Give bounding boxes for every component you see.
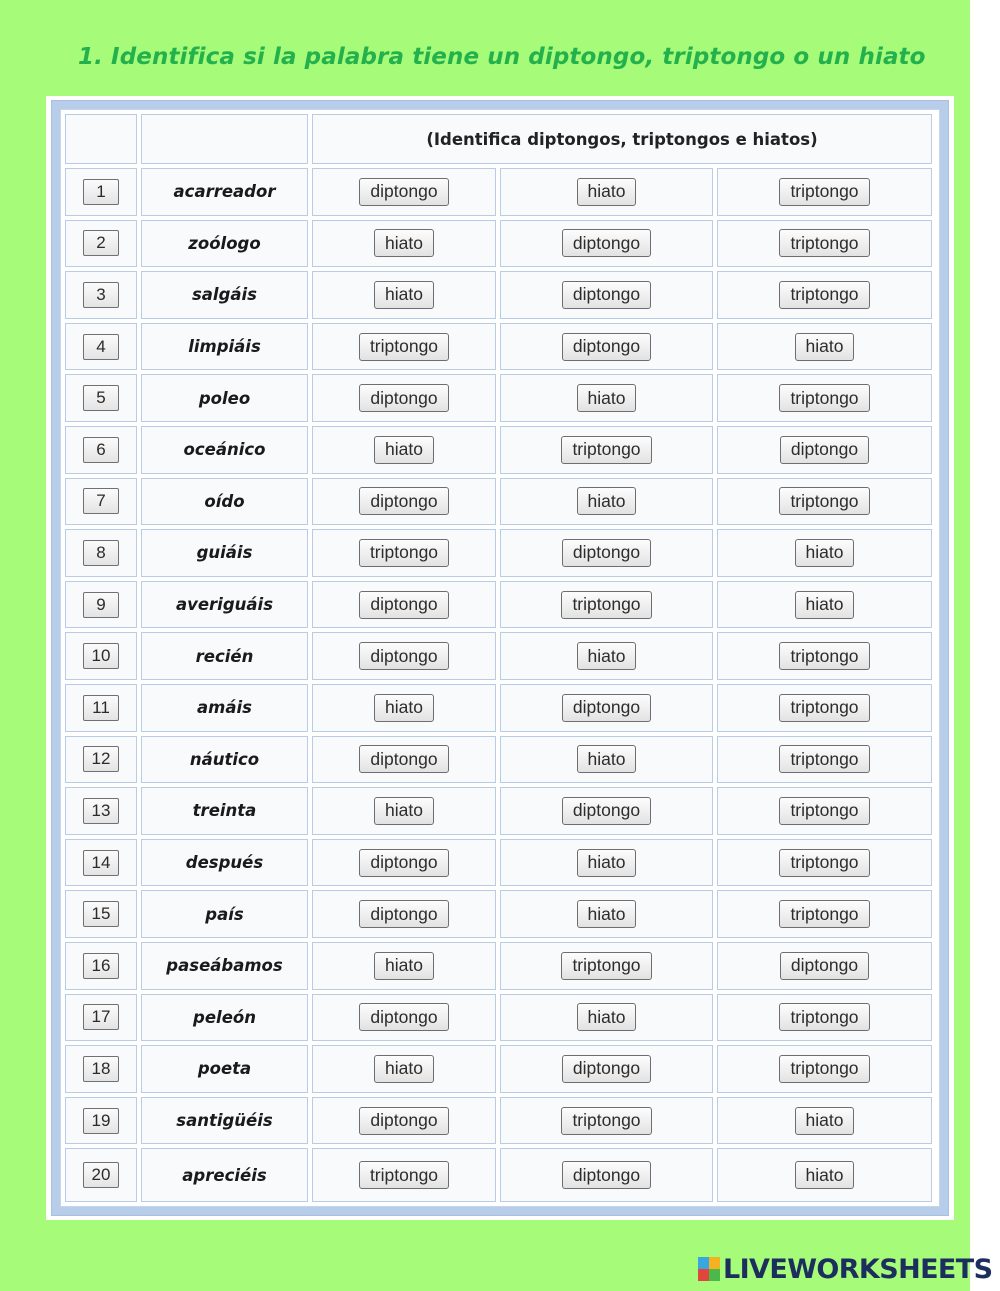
row-number-button[interactable]: 18 — [83, 1056, 119, 1082]
option-cell — [500, 1045, 713, 1093]
option-cell — [312, 787, 496, 835]
word-cell — [141, 1045, 308, 1093]
option-cell — [500, 478, 713, 526]
option-cell — [500, 581, 713, 629]
word-label: paseábamos — [166, 956, 283, 976]
row-number-button[interactable]: 14 — [83, 850, 119, 876]
answer-option-button[interactable]: diptongo — [359, 900, 448, 928]
logo-blocks-icon — [698, 1257, 720, 1281]
exercise-frame — [46, 96, 954, 1220]
option-cell — [500, 839, 713, 887]
row-number-button[interactable]: 6 — [83, 437, 119, 463]
word-cell — [141, 478, 308, 526]
row-number-button[interactable]: 2 — [83, 230, 119, 256]
answer-option-button[interactable]: hiato — [374, 1055, 434, 1083]
option-cell — [312, 168, 496, 216]
row-number-button[interactable]: 4 — [83, 334, 119, 360]
option-cell — [500, 271, 713, 319]
option-cell — [717, 581, 932, 629]
answer-option-button[interactable]: diptongo — [562, 1161, 651, 1189]
row-number-button[interactable]: 15 — [83, 901, 119, 927]
row-number-button[interactable]: 13 — [83, 798, 119, 824]
word-cell — [141, 271, 308, 319]
row-number-cell — [65, 1097, 137, 1145]
row-number-button[interactable]: 9 — [83, 592, 119, 618]
word-cell — [141, 581, 308, 629]
option-cell — [717, 684, 932, 732]
answer-option-button[interactable]: hiato — [374, 952, 434, 980]
exercise-frame-border — [51, 100, 949, 1216]
liveworksheets-logo — [698, 1253, 992, 1285]
word-cell — [141, 426, 308, 474]
answer-option-button[interactable]: hiato — [795, 333, 855, 361]
option-cell — [500, 1097, 713, 1145]
answer-option-button[interactable]: hiato — [374, 694, 434, 722]
answer-option-button[interactable]: triptongo — [561, 591, 651, 619]
option-cell — [500, 374, 713, 422]
answer-option-button[interactable]: hiato — [374, 436, 434, 464]
answer-option-button[interactable]: hiato — [374, 281, 434, 309]
option-cell — [717, 890, 932, 938]
option-cell — [717, 529, 932, 577]
option-cell — [312, 581, 496, 629]
answer-option-button[interactable]: triptongo — [359, 333, 449, 361]
word-cell — [141, 684, 308, 732]
answer-option-button[interactable]: hiato — [795, 591, 855, 619]
answer-option-button[interactable]: triptongo — [359, 539, 449, 567]
word-cell — [141, 787, 308, 835]
answer-option-button[interactable]: diptongo — [359, 178, 448, 206]
word-label: limpiáis — [188, 337, 261, 357]
row-number-button[interactable]: 1 — [83, 179, 119, 205]
answer-option-button[interactable]: diptongo — [359, 642, 448, 670]
answer-option-button[interactable]: hiato — [577, 849, 637, 877]
word-cell — [141, 529, 308, 577]
row-number-cell — [65, 1148, 137, 1202]
row-number-button[interactable]: 11 — [83, 695, 119, 721]
row-number-button[interactable]: 3 — [83, 282, 119, 308]
answer-option-button[interactable]: diptongo — [562, 694, 651, 722]
answer-option-button[interactable]: triptongo — [779, 281, 869, 309]
answer-option-button[interactable]: hiato — [374, 797, 434, 825]
answer-option-button[interactable]: hiato — [577, 1003, 637, 1031]
row-number-cell — [65, 890, 137, 938]
row-number-button[interactable]: 10 — [83, 643, 119, 669]
header-cell — [312, 114, 932, 164]
option-cell — [312, 942, 496, 990]
word-cell — [141, 942, 308, 990]
option-cell — [312, 890, 496, 938]
row-number-cell — [65, 374, 137, 422]
answer-option-button[interactable]: hiato — [577, 900, 637, 928]
option-cell — [312, 323, 496, 371]
row-number-cell — [65, 787, 137, 835]
word-cell — [141, 220, 308, 268]
row-number-button[interactable]: 5 — [83, 385, 119, 411]
answer-option-button[interactable]: triptongo — [779, 178, 869, 206]
word-label: poeta — [197, 1059, 252, 1079]
option-cell — [500, 323, 713, 371]
answer-option-button[interactable]: triptongo — [561, 1107, 651, 1135]
answer-option-button[interactable]: triptongo — [779, 1003, 869, 1031]
option-cell — [500, 994, 713, 1042]
row-number-button[interactable]: 7 — [83, 488, 119, 514]
answer-option-button[interactable]: triptongo — [359, 1161, 449, 1189]
option-cell — [312, 684, 496, 732]
option-cell — [717, 736, 932, 784]
answer-option-button[interactable]: hiato — [374, 229, 434, 257]
word-label: recién — [195, 646, 254, 666]
word-cell — [141, 736, 308, 784]
answer-option-button[interactable]: triptongo — [779, 229, 869, 257]
word-label: acarreador — [173, 182, 276, 202]
row-number-cell — [65, 220, 137, 268]
word-cell — [141, 168, 308, 216]
row-number-cell — [65, 271, 137, 319]
exercise-table — [60, 109, 940, 1207]
answer-option-button[interactable]: triptongo — [779, 642, 869, 670]
answer-option-button[interactable]: triptongo — [779, 797, 869, 825]
answer-option-button[interactable]: diptongo — [562, 1055, 651, 1083]
answer-option-button[interactable]: diptongo — [359, 849, 448, 877]
row-number-cell — [65, 736, 137, 784]
option-cell — [500, 787, 713, 835]
answer-option-button[interactable]: diptongo — [359, 745, 448, 773]
answer-option-button[interactable]: hiato — [577, 178, 637, 206]
option-cell — [717, 271, 932, 319]
option-cell — [500, 168, 713, 216]
option-cell — [717, 1045, 932, 1093]
answer-option-button[interactable]: diptongo — [359, 487, 448, 515]
row-number-cell — [65, 632, 137, 680]
option-cell — [312, 994, 496, 1042]
option-cell — [717, 942, 932, 990]
option-cell — [312, 1148, 496, 1202]
word-label: guiáis — [196, 543, 253, 563]
word-cell — [141, 890, 308, 938]
answer-option-button[interactable]: triptongo — [779, 487, 869, 515]
answer-option-button[interactable]: hiato — [577, 487, 637, 515]
row-number-cell — [65, 323, 137, 371]
header-blank-number-cell — [65, 114, 137, 164]
row-number-cell — [65, 581, 137, 629]
row-number-button[interactable]: 20 — [83, 1162, 119, 1188]
word-label: amáis — [197, 698, 252, 718]
word-cell — [141, 994, 308, 1042]
word-label: oceánico — [183, 440, 266, 460]
answer-option-button[interactable]: diptongo — [359, 1003, 448, 1031]
answer-option-button[interactable]: diptongo — [359, 591, 448, 619]
answer-option-button[interactable]: triptongo — [779, 1055, 869, 1083]
option-cell — [500, 426, 713, 474]
option-cell — [312, 374, 496, 422]
answer-option-button[interactable]: triptongo — [561, 436, 651, 464]
answer-option-button[interactable]: diptongo — [562, 333, 651, 361]
row-number-cell — [65, 839, 137, 887]
answer-option-button[interactable]: hiato — [795, 1161, 855, 1189]
word-label: después — [185, 853, 264, 873]
answer-option-button[interactable]: diptongo — [359, 1107, 448, 1135]
answer-option-button[interactable]: triptongo — [779, 849, 869, 877]
word-label: peleón — [193, 1007, 256, 1027]
option-cell — [500, 632, 713, 680]
option-cell — [312, 529, 496, 577]
word-label: apreciéis — [182, 1165, 267, 1185]
option-cell — [717, 1148, 932, 1202]
answer-option-button[interactable]: triptongo — [779, 694, 869, 722]
word-cell — [141, 1148, 308, 1202]
answer-option-button[interactable]: triptongo — [779, 745, 869, 773]
option-cell — [312, 271, 496, 319]
option-cell — [717, 374, 932, 422]
row-number-cell — [65, 942, 137, 990]
row-number-button[interactable]: 17 — [83, 1004, 119, 1030]
option-cell — [312, 220, 496, 268]
option-cell — [717, 168, 932, 216]
answer-option-button[interactable]: triptongo — [779, 900, 869, 928]
answer-option-button[interactable]: hiato — [577, 745, 637, 773]
option-cell — [312, 426, 496, 474]
logo-text: LIVEWORKSHEETS — [723, 1253, 993, 1285]
row-number-cell — [65, 478, 137, 526]
word-cell — [141, 374, 308, 422]
option-cell — [312, 839, 496, 887]
option-cell — [717, 839, 932, 887]
answer-option-button[interactable]: diptongo — [562, 229, 651, 257]
option-cell — [717, 426, 932, 474]
word-cell — [141, 1097, 308, 1145]
row-number-button[interactable]: 8 — [83, 540, 119, 566]
word-label: poleo — [198, 388, 251, 408]
word-label: náutico — [189, 749, 260, 769]
option-cell — [312, 1097, 496, 1145]
row-number-cell — [65, 426, 137, 474]
answer-option-button[interactable]: diptongo — [780, 952, 869, 980]
word-cell — [141, 632, 308, 680]
option-cell — [717, 994, 932, 1042]
word-label: oído — [204, 491, 245, 511]
answer-option-button[interactable]: diptongo — [562, 797, 651, 825]
row-number-cell — [65, 684, 137, 732]
option-cell — [717, 787, 932, 835]
word-label: treinta — [192, 801, 257, 821]
option-cell — [500, 890, 713, 938]
option-cell — [717, 323, 932, 371]
option-cell — [312, 736, 496, 784]
row-number-cell — [65, 529, 137, 577]
word-label: santigüéis — [176, 1111, 273, 1131]
row-number-cell — [65, 994, 137, 1042]
answer-option-button[interactable]: hiato — [577, 384, 637, 412]
answer-option-button[interactable]: triptongo — [561, 952, 651, 980]
word-label: país — [205, 904, 244, 924]
option-cell — [500, 529, 713, 577]
row-number-button[interactable]: 12 — [83, 746, 119, 772]
answer-option-button[interactable]: hiato — [795, 539, 855, 567]
answer-option-button[interactable]: diptongo — [562, 539, 651, 567]
row-number-button[interactable]: 19 — [83, 1108, 119, 1134]
answer-option-button[interactable]: hiato — [577, 642, 637, 670]
option-cell — [717, 478, 932, 526]
option-cell — [500, 736, 713, 784]
word-cell — [141, 323, 308, 371]
answer-option-button[interactable]: diptongo — [359, 384, 448, 412]
option-cell — [312, 1045, 496, 1093]
option-cell — [717, 1097, 932, 1145]
word-label: salgáis — [191, 285, 258, 305]
option-cell — [312, 478, 496, 526]
instruction-title: 1. Identifica si la palabra tiene un diptongo, triptongo o un hiato — [78, 44, 926, 70]
header-blank-word-cell — [141, 114, 308, 164]
option-cell — [500, 942, 713, 990]
table-header: (Identifica diptongos, triptongos e hiatos) — [426, 129, 818, 149]
answer-option-button[interactable]: diptongo — [780, 436, 869, 464]
option-cell — [717, 220, 932, 268]
row-number-cell — [65, 168, 137, 216]
option-cell — [312, 632, 496, 680]
word-label: averiguáis — [175, 595, 274, 615]
option-cell — [500, 1148, 713, 1202]
answer-option-button[interactable]: hiato — [795, 1107, 855, 1135]
answer-option-button[interactable]: diptongo — [562, 281, 651, 309]
option-cell — [717, 632, 932, 680]
row-number-cell — [65, 1045, 137, 1093]
word-cell — [141, 839, 308, 887]
word-label: zoólogo — [188, 233, 261, 253]
option-cell — [500, 220, 713, 268]
answer-option-button[interactable]: triptongo — [779, 384, 869, 412]
row-number-button[interactable]: 16 — [83, 953, 119, 979]
option-cell — [500, 684, 713, 732]
